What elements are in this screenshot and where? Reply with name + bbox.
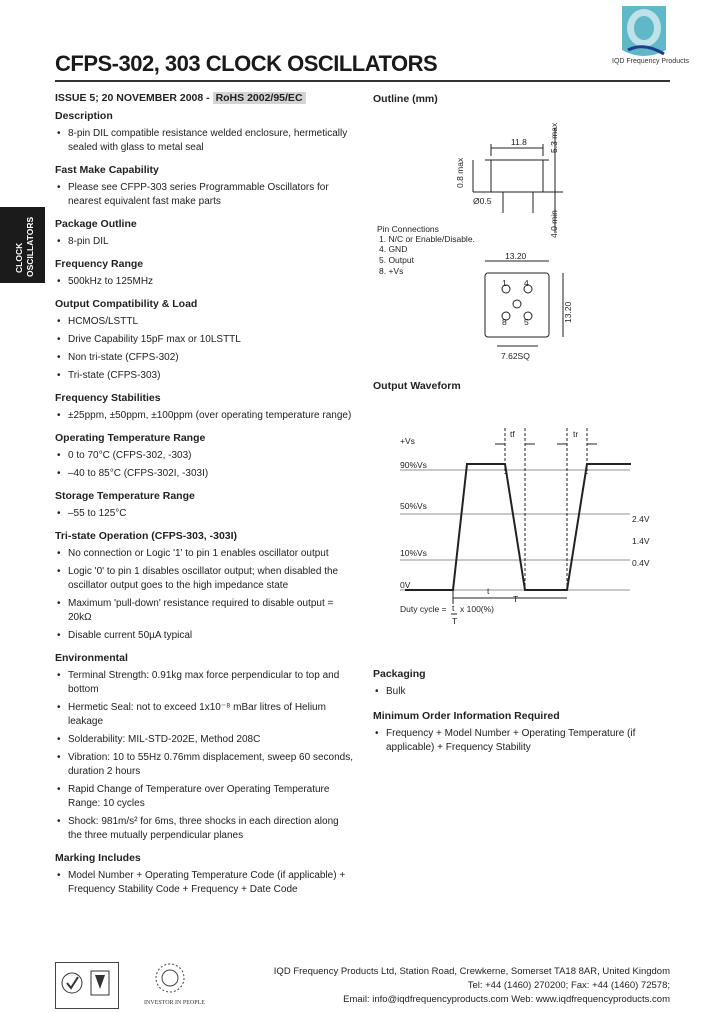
dim-762: 7.62SQ: [501, 351, 530, 361]
wave-tr: tr: [573, 429, 579, 439]
rohs-badge: RoHS 2002/95/EC: [213, 92, 306, 104]
pin-4: 4. GND: [379, 244, 408, 254]
dim-min: 4.0 min: [549, 210, 559, 238]
list-item: • Tri-state (CFPS-303): [55, 369, 355, 383]
wave-50: 50%Vs: [400, 501, 427, 511]
duty-T: T: [452, 616, 458, 626]
section-list: [55, 449, 355, 481]
outline-diagram: [373, 108, 593, 363]
footer-contact: Email: info@iqdfrequencyproducts.com Web: www.iqdfrequencyproducts.com: [343, 994, 670, 1005]
pin-label-8: 8: [502, 317, 507, 327]
wave-24: 2.4V: [632, 514, 650, 524]
quality-certification-logo: [55, 962, 119, 1009]
logo-text: IQD Frequency Products: [612, 58, 690, 65]
list-item: • Model Number + Operating Temperature Code (if applicable) + Frequency Stability Code + Frequency + Date Code: [55, 869, 355, 897]
title-rule: [55, 80, 670, 82]
list-item: • HCMOS/LSTTL: [55, 315, 355, 329]
pin-label-5: 5: [524, 317, 529, 327]
section-heading: Marking Includes: [55, 852, 141, 864]
duty-label: Duty cycle =: [400, 604, 447, 614]
list-item: • Hermetic Seal: not to exceed 1x10⁻⁸ mBar litres of Helium leakage: [55, 701, 355, 729]
side-tab-line2: OSCILLATORS: [25, 216, 35, 277]
list-item: • Logic '0' to pin 1 disables oscillator output; when disabled the oscillator output goes to the high impedance state: [55, 565, 355, 593]
section-list: [55, 127, 355, 155]
spec-column: [55, 109, 355, 905]
dim-1320-top: 13.20: [505, 251, 527, 261]
waveform-diagram: [395, 424, 665, 629]
packaging-section: Packaging • Bulk Minimum Order Information Required • Frequency + Model Number + Operating Temperature (if applicable) + Frequency Stability: [373, 667, 663, 763]
investor-in-people-logo: [140, 960, 210, 1008]
wave-14: 1.4V: [632, 536, 650, 546]
outline-heading: Outline (mm): [373, 93, 438, 105]
dim-max1: 0.8 max: [455, 157, 465, 188]
wave-t: t: [487, 586, 490, 596]
side-tab: [0, 207, 45, 283]
wave-T: T: [513, 594, 519, 604]
wave-vs: +Vs: [400, 436, 415, 446]
list-item: • 8-pin DIL: [55, 235, 355, 249]
list-item: • ±25ppm, ±50ppm, ±100ppm (over operating temperature range): [55, 409, 355, 423]
section-heading: Storage Temperature Range: [55, 490, 195, 502]
footer-phone: Tel: +44 (1460) 270200; Fax: +44 (1460) 72578;: [467, 980, 670, 991]
pin-1: 1. N/C or Enable/Disable.: [379, 234, 475, 244]
wave-04: 0.4V: [632, 558, 650, 568]
pin-title: Pin Connections: [377, 224, 439, 234]
pin-8: 8. +Vs: [379, 266, 404, 276]
list-item: • Maximum 'pull-down' resistance required to disable output = 20kΩ: [55, 597, 355, 625]
issue-line: [55, 92, 306, 104]
footer-address: IQD Frequency Products Ltd, Station Road, Crewkerne, Somerset TA18 8AR, United Kingdom: [273, 966, 670, 977]
section-list: [55, 409, 355, 423]
section-heading: Package Outline: [55, 218, 137, 230]
section-list: [55, 235, 355, 249]
list-item: • Terminal Strength: 0.91kg max force perpendicular to top and bottom: [55, 669, 355, 697]
dim-width: 11.8: [511, 137, 527, 147]
page-title: CFPS-302, 303 CLOCK OSCILLATORS: [55, 51, 438, 76]
pin-label-1: 1: [502, 278, 507, 288]
wave-0v: 0V: [400, 580, 411, 590]
pin-5: 5. Output: [379, 255, 414, 265]
footer: [274, 965, 670, 1007]
list-item: • Shock: 981m/s² for 6ms, three shocks in each direction along the three mutually perpendicular planes: [55, 815, 355, 843]
wave-10: 10%Vs: [400, 548, 427, 558]
wave-tf: tf: [510, 429, 515, 439]
list-item: • 8-pin DIL compatible resistance welded enclosure, hermetically sealed with glass to metal seal: [55, 127, 355, 155]
duty-tail: x 100(%): [460, 604, 495, 614]
list-item: • No connection or Logic '1' to pin 1 enables oscillator output: [55, 547, 355, 561]
list-item: • Please see CFPP-303 series Programmable Oscillators for nearest equivalent fast make parts: [55, 181, 355, 209]
section-list: [55, 547, 355, 643]
packaging-item: • Bulk: [373, 685, 663, 699]
list-item: • –55 to 125°C: [55, 507, 355, 521]
section-heading: Frequency Range: [55, 258, 144, 270]
section-list: [55, 669, 355, 843]
section-heading: Environmental: [55, 652, 128, 664]
section-list: [55, 869, 355, 897]
section-list: [55, 275, 355, 289]
waveform-heading: Output Waveform: [373, 380, 461, 392]
section-heading: Operating Temperature Range: [55, 432, 206, 444]
wave-90: 90%Vs: [400, 460, 427, 470]
list-item: • Non tri-state (CFPS-302): [55, 351, 355, 365]
list-item: • Disable current 50µA typical: [55, 629, 355, 643]
dim-dia: Ø0.5: [473, 196, 492, 206]
list-item: • Drive Capability 15pF max or 10LSTTL: [55, 333, 355, 347]
dim-1320-side: 13.20: [563, 301, 573, 323]
dim-max2: 5.3 max: [549, 122, 559, 153]
moi-item: • Frequency + Model Number + Operating Temperature (if applicable) + Frequency Stability: [373, 727, 663, 755]
list-item: • Solderability: MIL-STD-202E, Method 208C: [55, 733, 355, 747]
issue-text: ISSUE 5; 20 NOVEMBER 2008 -: [55, 92, 210, 104]
section-list: [55, 507, 355, 521]
section-heading: Output Compatibility & Load: [55, 298, 198, 310]
list-item: • 500kHz to 125MHz: [55, 275, 355, 289]
section-list: [55, 181, 355, 209]
list-item: • Rapid Change of Temperature over Operating Temperature Range: 10 cycles: [55, 783, 355, 811]
list-item: • Vibration: 10 to 55Hz 0.76mm displacement, sweep 60 seconds, duration 2 hours: [55, 751, 355, 779]
list-item: • –40 to 85°C (CFPS-302I, -303I): [55, 467, 355, 481]
iip-text: INVESTOR IN PEOPLE: [144, 1000, 205, 1006]
duty-t: t: [452, 603, 455, 613]
list-item: • 0 to 70°C (CFPS-302, -303): [55, 449, 355, 463]
pin-label-4: 4: [524, 278, 529, 288]
section-heading: Frequency Stabilities: [55, 392, 161, 404]
section-heading: Fast Make Capability: [55, 164, 159, 176]
side-tab-line1: CLOCK: [14, 242, 24, 273]
section-list: [55, 315, 355, 383]
section-heading: Tri-state Operation (CFPS-303, -303I): [55, 530, 238, 542]
section-heading: Description: [55, 110, 113, 122]
